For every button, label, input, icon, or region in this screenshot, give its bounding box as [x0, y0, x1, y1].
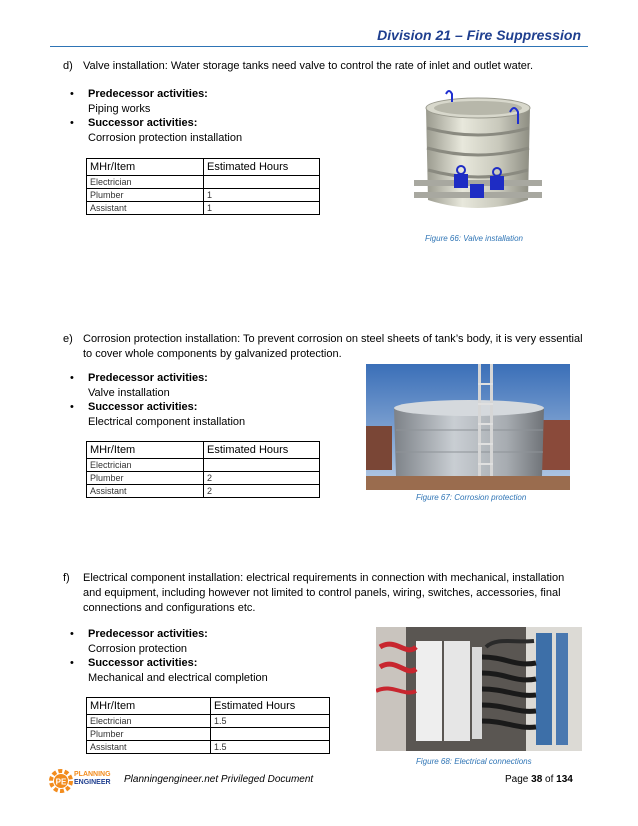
- table-cell: Plumber: [87, 472, 204, 485]
- table-cell: 1: [204, 202, 320, 215]
- figure-corrosion-protection: [366, 364, 570, 490]
- table-row: [87, 472, 320, 485]
- section-f-label: f): [63, 572, 70, 584]
- galvanized-tank-photo: [366, 364, 570, 490]
- section-e-text: Corrosion protection installation: To prevent corrosion on steel sheets of tank’s body, it is very essential to cover whole components by galvanized protection.: [83, 333, 583, 360]
- successor-item: [70, 656, 350, 685]
- table-cell: [204, 459, 320, 472]
- table-cell: 2: [204, 472, 320, 485]
- bullet-icon: •: [70, 117, 74, 129]
- table-cell: Assistant: [87, 202, 204, 215]
- predecessor-value: Valve installation: [88, 386, 170, 399]
- table-row: [87, 715, 330, 728]
- figure-caption: Figure 68: Electrical connections: [416, 757, 532, 766]
- electrical-panel-photo: [376, 627, 582, 751]
- section-f-text: Electrical component installation: electrical requirements in connection with mechanical, installation and equipment, including however not limited to control panels, wiring, switches, accessories, final connections and configurations etc.: [83, 572, 565, 614]
- successor-value: Mechanical and electrical completion: [88, 671, 268, 684]
- figure-valve-installation: [408, 88, 548, 228]
- successor-label: Successor activities:: [88, 117, 198, 129]
- predecessor-label: Predecessor activities:: [88, 88, 208, 100]
- page-current: 38: [531, 774, 543, 785]
- section-e-label: e): [63, 333, 73, 345]
- section-d-text: Valve installation: Water storage tanks need valve to control the rate of inlet and outlet water.: [83, 60, 534, 72]
- table-header-cell: MHr/Item: [87, 159, 204, 176]
- table-header-row: [87, 442, 320, 459]
- section-f-activities: [70, 627, 350, 685]
- table-cell: Plumber: [87, 189, 204, 202]
- table-cell: 2: [204, 485, 320, 498]
- table-cell: Assistant: [87, 741, 211, 754]
- table-header-cell: Estimated Hours: [211, 698, 330, 715]
- section-d-label: d): [63, 60, 73, 72]
- table-header-cell: MHr/Item: [87, 698, 211, 715]
- bullet-icon: •: [70, 372, 74, 384]
- bullet-icon: •: [70, 657, 74, 669]
- gear-logo-icon: [48, 768, 74, 794]
- table-row: [87, 485, 320, 498]
- logo-text-engineer: ENGINEER: [74, 779, 111, 786]
- table-row: [87, 728, 330, 741]
- table-cell: Electrician: [87, 459, 204, 472]
- bullet-icon: •: [70, 401, 74, 413]
- table-row: [87, 176, 320, 189]
- predecessor-label: Predecessor activities:: [88, 628, 208, 640]
- table-row: [87, 459, 320, 472]
- table-cell: Electrician: [87, 176, 204, 189]
- table-cell: [204, 176, 320, 189]
- predecessor-item: [70, 87, 330, 116]
- table-cell: 1.5: [211, 715, 330, 728]
- planning-engineer-logo: [48, 768, 114, 794]
- table-header-row: [87, 159, 320, 176]
- figure-caption: Figure 66: Valve installation: [425, 234, 523, 243]
- predecessor-value: Corrosion protection: [88, 642, 188, 655]
- bullet-icon: •: [70, 628, 74, 640]
- successor-item: [70, 400, 340, 429]
- table-header-cell: MHr/Item: [87, 442, 204, 459]
- predecessor-item: [70, 371, 340, 400]
- predecessor-label: Predecessor activities:: [88, 372, 208, 384]
- page-header-title: Division 21 – Fire Suppression: [377, 27, 581, 43]
- table-header-cell: Estimated Hours: [204, 442, 320, 459]
- table-cell: Electrician: [87, 715, 211, 728]
- section-e-activities: [70, 371, 340, 429]
- figure-electrical-connections: [376, 627, 582, 751]
- table-row: [87, 189, 320, 202]
- predecessor-item: [70, 627, 350, 656]
- table-row: [87, 741, 330, 754]
- svg-text:PE: PE: [55, 777, 67, 787]
- section-e-hours-table: [86, 441, 320, 498]
- table-cell: [211, 728, 330, 741]
- table-header-cell: Estimated Hours: [204, 159, 320, 176]
- successor-value: Electrical component installation: [88, 415, 246, 428]
- header-rule: [50, 46, 588, 47]
- table-cell: 1: [204, 189, 320, 202]
- valve-tank-illustration: [408, 88, 548, 228]
- section-d-hours-table: [86, 158, 320, 215]
- successor-value: Corrosion protection installation: [88, 131, 243, 144]
- predecessor-value: Piping works: [88, 102, 151, 115]
- table-header-row: [87, 698, 330, 715]
- successor-item: [70, 116, 330, 145]
- page-total: 134: [556, 774, 573, 785]
- page-number: [505, 774, 573, 785]
- table-cell: Plumber: [87, 728, 211, 741]
- footer-document-label: Planningengineer.net Privileged Document: [124, 774, 314, 785]
- page-of: of: [545, 774, 554, 785]
- section-f-hours-table: [86, 697, 330, 754]
- table-row: [87, 202, 320, 215]
- section-d-activities: [70, 87, 330, 145]
- table-cell: 1.5: [211, 741, 330, 754]
- figure-caption: Figure 67: Corrosion protection: [416, 493, 527, 502]
- successor-label: Successor activities:: [88, 657, 198, 669]
- bullet-icon: •: [70, 88, 74, 100]
- successor-label: Successor activities:: [88, 401, 198, 413]
- table-cell: Assistant: [87, 485, 204, 498]
- logo-text-planning: PLANNING: [74, 771, 111, 778]
- page-prefix: Page: [505, 774, 529, 785]
